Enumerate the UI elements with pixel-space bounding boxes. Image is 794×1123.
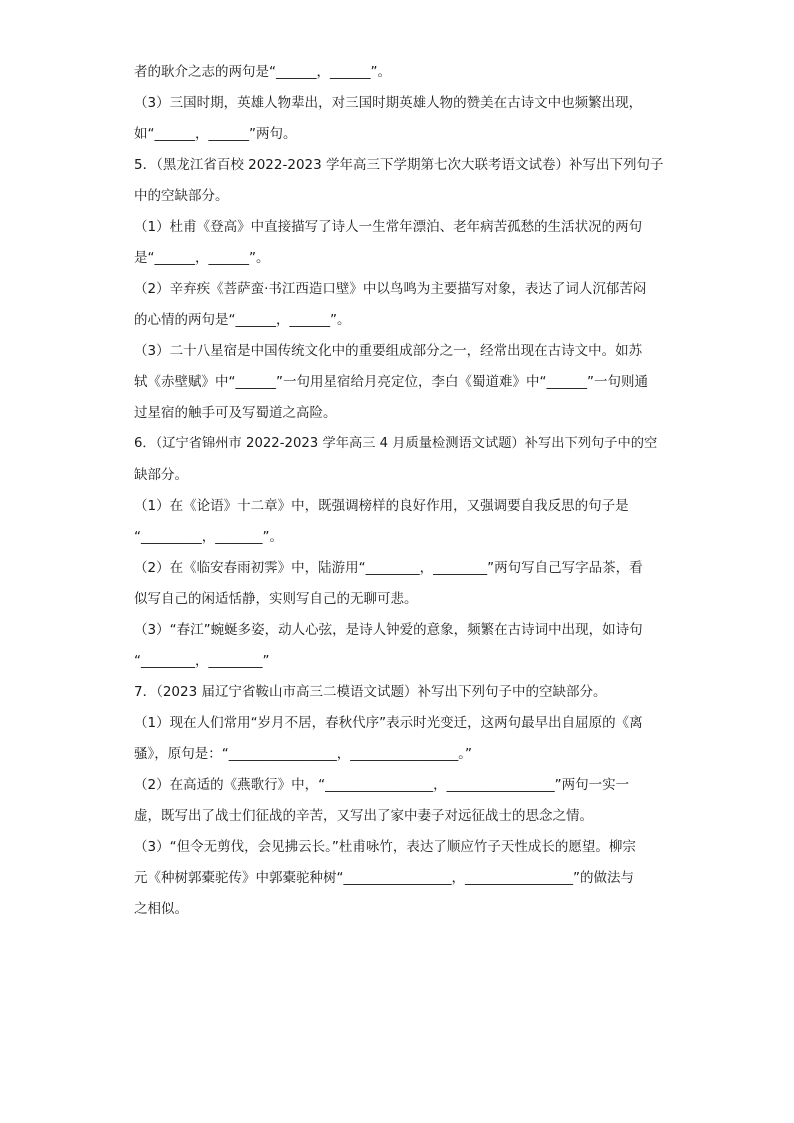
text-line: 过星宿的触手可及写蜀道之高险。 bbox=[134, 405, 337, 421]
text-line: （2）辛弃疾《菩萨蛮·书江西造口壁》中以鸟鸣为主要描写对象，表达了词人沉郁苦闷 bbox=[134, 281, 647, 297]
text-line: （2）在高适的《燕歌行》中，“________________，________________”两句一实一 bbox=[134, 777, 630, 793]
text-line: （1）在《论语》十二章》中，既强调榜样的良好作用，又强调要自我反思的句子是 bbox=[134, 498, 629, 514]
text-line: “_________，_______”。 bbox=[134, 529, 283, 545]
question-heading: 7．（2023 届辽宁省鞍山市高三二模语文试题）补写出下列句子中的空缺部分。 bbox=[134, 684, 607, 700]
text-line: （2）在《临安春雨初霁》中，陆游用“________，________”两句写自己写字品茶，看 bbox=[134, 560, 643, 576]
text-line: （3）三国时期，英雄人物辈出，对三国时期英雄人物的赞美在古诗文中也频繁出现， bbox=[134, 95, 643, 111]
document-body bbox=[134, 62, 664, 919]
text-line: （1）现在人们常用“岁月不居，春秋代序”表示时光变迁，这两句最早出自屈原的《离 bbox=[134, 715, 643, 731]
text-line: 是“______，______”。 bbox=[134, 250, 270, 266]
text-line: 虚，既写出了战士们征战的辛苦，又写出了家中妻子对远征战士的思念之情。 bbox=[134, 808, 593, 824]
text-line: 者的耿介之志的两句是“______，______”。 bbox=[134, 64, 391, 80]
text-line: （3）“春江”蜿蜒多姿，动人心弦，是诗人钟爱的意象，频繁在古诗词中出现，如诗句 bbox=[134, 622, 643, 638]
text-line: 缺部分。 bbox=[134, 467, 188, 483]
text-line: 如“______，______”两句。 bbox=[134, 126, 297, 142]
text-line: “________，________” bbox=[134, 653, 270, 669]
text-line: 的心情的两句是“______，______”。 bbox=[134, 312, 351, 328]
text-line: （3）二十八星宿是中国传统文化中的重要组成部分之一，经常出现在古诗文中。如苏 bbox=[134, 343, 643, 359]
text-line: 之相似。 bbox=[134, 901, 188, 917]
text-line: （3）“但令无剪伐，会见拂云长。”杜甫咏竹，表达了顺应竹子天性成长的愿望。柳宗 bbox=[134, 839, 636, 855]
text-line: 中的空缺部分。 bbox=[134, 188, 229, 204]
text-line: 骚》，原句是：“________________，________________。” bbox=[134, 746, 472, 762]
text-line: 元《种树郭橐驼传》中郭橐驼种树“________________，________________”的做法与 bbox=[134, 870, 634, 886]
text-line: （1）杜甫《登高》中直接描写了诗人一生常年漂泊、老年病苦孤愁的生活状况的两句 bbox=[134, 219, 643, 235]
text-line: 似写自己的闲适恬静，实则写自己的无聊可悲。 bbox=[134, 591, 418, 607]
question-heading: 5．（黑龙江省百校 2022-2023 学年高三下学期第七次大联考语文试卷）补写出下列句子 bbox=[134, 157, 664, 173]
text-line: 轼《赤壁赋》中“______”一句用星宿给月亮定位，李白《蜀道难》中“______”一句则通 bbox=[134, 374, 648, 390]
question-heading: 6．（辽宁省锦州市 2022-2023 学年高三 4 月质量检测语文试题）补写出下列句子中的空 bbox=[134, 436, 658, 451]
